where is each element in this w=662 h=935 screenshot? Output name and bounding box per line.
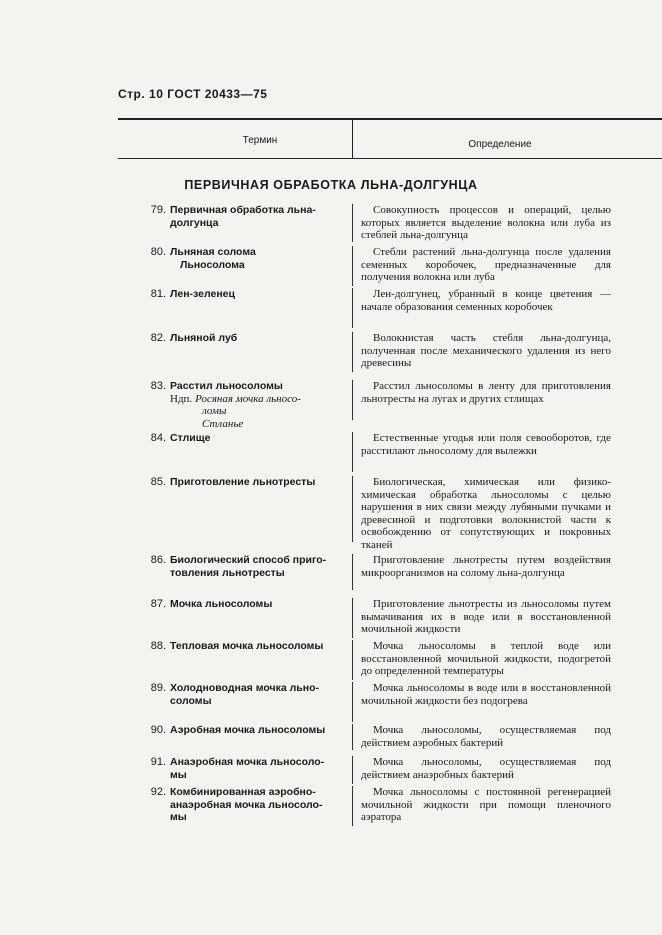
page-header: Стр. 10 ГОСТ 20433—75 [118,87,268,101]
term-text: долгунца [170,216,219,229]
definition-cell [361,598,611,636]
definition-text: Мочка льносоломы в теплой воде или восстановленной мочильной жидкости, подогретой до определенной температуры [361,640,611,677]
ndp-term: ломы [202,405,227,417]
term-synonym: Льносолома [180,258,245,271]
term-text: Лен-зеленец [170,288,235,300]
table-header-rule [118,158,662,159]
definition-cell [361,640,611,678]
term-cell [170,380,342,430]
definition-text: Естественные угодья или поля севооборотов, где расстилают льносолому для вылежки [361,432,611,457]
definition-text: Расстил льносоломы в ленту для приготовления льнотресты на лугах и других стлищах [361,380,611,405]
definition-text: Лен-долгунец, убранный в конце цветения — начале образования семенных коробочек [361,288,611,313]
definition-cell [361,332,611,370]
definition-cell [361,380,611,405]
definition-bracket [352,380,353,420]
term-text: Аэробная мочка льносоломы [170,724,326,736]
definition-cell [361,204,611,242]
definition-bracket [352,554,353,590]
entry-number: 86. [150,554,166,566]
definition-text: Мочка льносоломы, осуществляемая под действием анаэробных бактерий [361,756,611,781]
definition-bracket [352,204,353,242]
entry-number: 80. [150,246,166,258]
definition-bracket [352,786,353,826]
definition-bracket [352,682,353,722]
term-cell [170,432,342,445]
term-cell [170,476,342,489]
definition-text: Совокупность процессов и операций, целью которых является выделение волокна или луба из стеблей льна-долгунца [361,204,611,241]
definition-cell [361,786,611,824]
term-text: Биологический способ приго- [170,554,327,566]
entry-number: 90. [150,724,166,736]
definition-cell [361,476,611,551]
entry-number: 82. [150,332,166,344]
definition-text: Биологическая, химическая или физико-химическая обработка льносоломы с целью нарушения в них связи между лубяными пучками и древесиной и подготовки волокнистой части к освобождению от сопутствующих и покровных тканей [361,476,611,551]
term-text: мы [170,768,187,781]
entry-number: 79. [150,204,166,216]
term-text: Первичная обработка льна- [170,204,316,216]
entry-number: 81. [150,288,166,300]
term-cell [170,246,342,271]
entry-number: 85. [150,476,166,488]
definition-text: Стебли растений льна-долгунца после удаления семенных коробочек, предназначенные для получения волокна или луба [361,246,611,283]
definition-bracket [352,332,353,372]
definition-bracket [352,640,353,680]
definition-cell [361,246,611,284]
definition-bracket [352,432,353,472]
entry-number: 83. [150,380,166,392]
definition-cell [361,724,611,749]
term-text: Расстил льносоломы [170,380,283,392]
entry-number: 89. [150,682,166,694]
table-top-rule [118,118,662,120]
definition-bracket [352,476,353,542]
definition-cell [361,554,611,579]
term-text: Мочка льносоломы [170,598,273,610]
definition-text: Мочка льносоломы с постоянной регенерацией мочильной жидкости при помощи пленочного аэратора [361,786,611,823]
term-cell [170,598,342,611]
term-text: соломы [170,694,212,707]
term-cell [170,682,342,707]
definition-bracket [352,756,353,784]
term-text: Тепловая мочка льносоломы [170,640,324,652]
term-text: Стлище [170,432,211,444]
term-cell [170,554,342,579]
definition-bracket [352,246,353,286]
definition-cell [361,432,611,457]
term-cell [170,786,342,824]
term-cell [170,724,342,737]
term-text: Льняная солома [170,246,256,258]
term-text: мы [170,811,187,823]
term-text: анаэробная мочка льносоло- [170,798,323,811]
term-cell [170,204,342,229]
definition-bracket [352,598,353,638]
term-text: Приготовление льнотресты [170,476,316,488]
column-divider-rule [352,120,353,158]
term-text: Анаэробная мочка льносоло- [170,756,325,768]
term-cell [170,332,342,345]
definition-cell [361,682,611,707]
entry-number: 92. [150,786,166,798]
definition-cell [361,288,611,313]
term-cell [170,756,342,781]
term-text: Комбинированная аэробно- [170,786,316,798]
ndp-term: Росяная мочка льносо- [195,392,301,405]
entry-number: 84. [150,432,166,444]
definition-text: Приготовление льнотресты из льносоломы путем вымачивания их в воде или в восстановленной мочильной жидкости [361,598,611,635]
term-text: Холодноводная мочка льно- [170,682,319,694]
entry-number: 88. [150,640,166,652]
entry-number: 87. [150,598,166,610]
definition-text: Волокнистая часть стебля льна-долгунца, полученная после механического удаления из него древесины [361,332,611,369]
definition-cell [361,756,611,781]
term-text: товления льнотресты [170,566,285,579]
definition-text: Мочка льносоломы в воде или в восстановленной мочильной жидкости без подогрева [361,682,611,707]
column-header-definition: Определение [468,139,532,150]
definition-bracket [352,724,353,750]
section-title: ПЕРВИЧНАЯ ОБРАБОТКА ЛЬНА-ДОЛГУНЦА [184,178,478,192]
entry-number: 91. [150,756,166,768]
definition-text: Приготовление льнотресты путем воздействия микроорганизмов на солому льна-долгунца [361,554,611,579]
definition-bracket [352,288,353,328]
column-header-terms: Термин [242,135,278,146]
term-text: Льняной луб [170,332,238,344]
definition-text: Мочка льносоломы, осуществляемая под действием аэробных бактерий [361,724,611,749]
term-cell [170,288,342,301]
ndp-term: Стланье [202,417,244,430]
ndp-label: Ндп. [170,392,193,405]
term-cell [170,640,342,653]
